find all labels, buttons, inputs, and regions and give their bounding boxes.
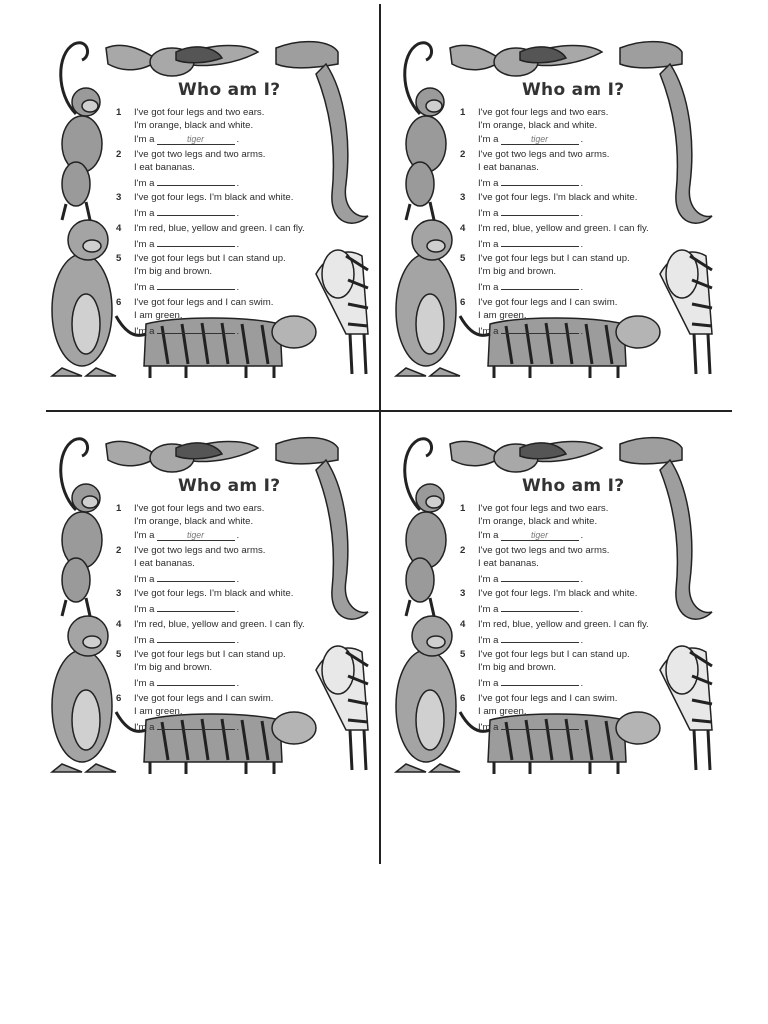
answer-line [478,529,670,542]
question-number: 2 [460,544,466,556]
question-item [460,618,670,647]
question-number: 6 [460,296,466,308]
worksheet-title: Who am I? [522,476,625,496]
answer-line [478,279,670,294]
answer-period: . [580,134,584,146]
answer-period: . [236,208,240,220]
question-line: I am green. [478,309,527,321]
question-line: I eat bananas. [478,161,539,173]
answer-blank[interactable]: tiger [501,530,579,541]
question-number: 5 [116,253,122,265]
question-item [116,544,326,587]
question-line: I'm orange, black and white. [478,516,598,528]
question-line: I've got four legs. I'm black and white. [134,192,294,204]
question-line: I'm orange, black and white. [134,516,254,528]
answer-line [478,719,670,734]
question-number: 1 [460,107,466,118]
answer-period: . [580,282,584,294]
answer-blank[interactable]: tiger [157,134,235,145]
answer-line [134,279,326,294]
worksheet-card [46,430,376,782]
answer-blank[interactable]: tiger [501,134,579,145]
answer-line [134,323,326,338]
answer-prefix: I'm a [134,282,155,294]
answer-prefix: I'm a [478,238,499,250]
question-line: I've got four legs but I can stand up. [478,649,630,661]
question-number: 4 [116,222,122,234]
answer-period: . [580,238,584,250]
answer-prefix: I'm a [134,326,155,338]
answer-prefix: I'm a [478,604,499,616]
answer-prefix: I'm a [134,574,155,586]
question-number: 3 [460,588,466,600]
answer-blank[interactable] [501,601,579,612]
worksheet-title: Who am I? [522,80,625,100]
answer-blank[interactable] [157,601,235,612]
question-item [460,252,670,295]
answer-prefix: I'm a [134,678,155,690]
answer-period: . [580,208,584,220]
vertical-cut-line [379,4,381,864]
question-line: I've got four legs. I'm black and white. [478,192,638,204]
answer-prefix: I'm a [478,678,499,690]
question-line: I've got four legs. I'm black and white. [134,588,294,600]
bear-icon [52,220,116,376]
answer-blank[interactable] [157,279,235,290]
answer-blank[interactable] [501,571,579,582]
answer-prefix: I'm a [134,134,155,146]
question-number: 1 [116,107,122,118]
answer-period: . [236,238,240,250]
answer-period: . [236,282,240,294]
question-number: 6 [116,692,122,704]
question-line: I've got two legs and two arms. [134,148,266,160]
horizontal-cut-line [46,410,732,412]
question-item [460,106,670,147]
answer-period: . [236,134,240,146]
answer-period: . [236,574,240,586]
answer-prefix: I'm a [478,178,499,190]
question-line: I'm big and brown. [478,662,557,674]
question-line: I am green. [134,309,183,321]
question-item [460,544,670,587]
worksheet-title: Who am I? [178,80,281,100]
answer-blank[interactable] [157,175,235,186]
question-line: I am green. [478,705,527,717]
question-line: I've got four legs and I can swim. [134,296,274,308]
answer-line [134,205,326,220]
answer-period: . [236,530,240,542]
answer-period: . [236,634,240,646]
question-item [116,692,326,735]
answer-line [478,236,670,251]
toucan-icon [450,441,602,472]
answer-blank[interactable] [157,719,235,730]
question-line: I've got four legs and two ears. [134,107,265,118]
answer-period: . [236,326,240,338]
answer-prefix: I'm a [134,634,155,646]
answer-prefix: I'm a [478,208,499,220]
answer-line [478,571,670,586]
question-item [460,502,670,543]
question-list [460,502,670,735]
monkey-icon [61,43,102,220]
answer-blank[interactable] [501,205,579,216]
question-item [116,148,326,191]
answer-prefix: I'm a [134,208,155,220]
monkey-icon [405,43,446,220]
question-item [460,191,670,220]
answer-period: . [236,178,240,190]
bear-icon [396,220,460,376]
question-item [116,252,326,295]
question-item [116,502,326,543]
monkey-icon [61,439,102,616]
question-number: 3 [116,588,122,600]
question-number: 4 [460,222,466,234]
answer-line [134,719,326,734]
question-line: I've got four legs and I can swim. [478,692,618,704]
worksheet-title: Who am I? [178,476,281,496]
question-line: I've got four legs but I can stand up. [134,649,286,661]
answer-blank[interactable] [157,236,235,247]
answer-blank[interactable] [157,205,235,216]
answer-period: . [236,604,240,616]
question-number: 3 [116,192,122,204]
question-line: I am green. [134,705,183,717]
question-item [116,106,326,147]
question-line: I'm big and brown. [478,266,557,278]
answer-prefix: I'm a [134,530,155,542]
answer-line [134,133,326,146]
question-line: I eat bananas. [134,557,195,569]
answer-line [478,632,670,647]
answer-period: . [580,604,584,616]
question-line: I've got four legs and two ears. [478,503,609,514]
answer-line [134,236,326,251]
question-line: I'm red, blue, yellow and green. I can fly. [478,618,649,630]
toucan-icon [106,441,258,472]
answer-blank[interactable] [501,719,579,730]
answer-line [134,529,326,542]
answer-period: . [236,678,240,690]
answer-prefix: I'm a [478,574,499,586]
answer-line [134,571,326,586]
answer-period: . [580,634,584,646]
question-line: I've got four legs and two ears. [134,503,265,514]
answer-line [478,205,670,220]
question-line: I'm big and brown. [134,662,213,674]
answer-line [134,175,326,190]
answer-period: . [580,574,584,586]
question-item [460,692,670,735]
worksheet-card [390,34,720,386]
question-line: I've got four legs but I can stand up. [478,253,630,265]
answer-blank[interactable] [501,236,579,247]
question-number: 6 [116,296,122,308]
question-number: 1 [116,503,122,514]
question-number: 3 [460,192,466,204]
answer-prefix: I'm a [134,722,155,734]
answer-prefix: I'm a [134,178,155,190]
answer-line [478,675,670,690]
worksheet-card [390,430,720,782]
question-number: 5 [460,649,466,661]
answer-prefix: I'm a [478,326,499,338]
answer-prefix: I'm a [134,604,155,616]
answer-prefix: I'm a [478,634,499,646]
answer-prefix: I'm a [478,134,499,146]
answer-line [478,133,670,146]
answer-blank[interactable] [501,279,579,290]
question-item [116,618,326,647]
answer-blank[interactable] [157,632,235,643]
toucan-icon [106,45,258,76]
answer-period: . [580,678,584,690]
question-item [116,648,326,691]
answer-blank[interactable] [501,323,579,334]
question-item [460,222,670,251]
question-item [116,296,326,339]
question-number: 5 [460,253,466,265]
question-line: I'm red, blue, yellow and green. I can fly. [134,618,305,630]
question-number: 2 [116,544,122,556]
question-item [116,191,326,220]
answer-period: . [236,722,240,734]
answer-blank[interactable] [157,571,235,582]
question-line: I've got four legs and I can swim. [478,296,618,308]
question-line: I'm orange, black and white. [134,120,254,132]
answer-period: . [580,530,584,542]
question-line: I'm orange, black and white. [478,120,598,132]
question-line: I've got two legs and two arms. [134,544,266,556]
question-line: I eat bananas. [478,557,539,569]
answer-line [134,632,326,647]
answer-blank[interactable] [157,675,235,686]
answer-period: . [580,326,584,338]
worksheet-card [46,34,376,386]
answer-line [134,601,326,616]
answer-line [478,601,670,616]
answer-blank[interactable] [157,323,235,334]
question-line: I've got two legs and two arms. [478,148,610,160]
question-item [116,222,326,251]
answer-prefix: I'm a [478,722,499,734]
question-line: I've got four legs and two ears. [478,107,609,118]
question-line: I've got four legs and I can swim. [134,692,274,704]
question-number: 2 [460,148,466,160]
question-list [116,502,326,735]
bear-icon [396,616,460,772]
question-line: I'm big and brown. [134,266,213,278]
answer-line [478,175,670,190]
answer-prefix: I'm a [134,238,155,250]
answer-blank[interactable]: tiger [157,530,235,541]
answer-period: . [580,178,584,190]
question-number: 4 [460,618,466,630]
answer-period: . [580,722,584,734]
question-number: 1 [460,503,466,514]
question-list [460,106,670,339]
question-item [116,587,326,616]
answer-line [134,675,326,690]
question-item [460,587,670,616]
question-line: I've got four legs. I'm black and white. [478,588,638,600]
question-list [116,106,326,339]
answer-blank[interactable] [501,675,579,686]
question-number: 6 [460,692,466,704]
question-line: I've got four legs but I can stand up. [134,253,286,265]
answer-prefix: I'm a [478,282,499,294]
bear-icon [52,616,116,772]
question-item [460,648,670,691]
question-item [460,296,670,339]
answer-blank[interactable] [501,632,579,643]
answer-blank[interactable] [501,175,579,186]
monkey-icon [405,439,446,616]
question-item [460,148,670,191]
question-line: I'm red, blue, yellow and green. I can fly. [134,222,305,234]
question-number: 4 [116,618,122,630]
question-number: 5 [116,649,122,661]
question-line: I'm red, blue, yellow and green. I can fly. [478,222,649,234]
answer-line [478,323,670,338]
question-line: I've got two legs and two arms. [478,544,610,556]
toucan-icon [450,45,602,76]
question-line: I eat bananas. [134,161,195,173]
question-number: 2 [116,148,122,160]
answer-prefix: I'm a [478,530,499,542]
